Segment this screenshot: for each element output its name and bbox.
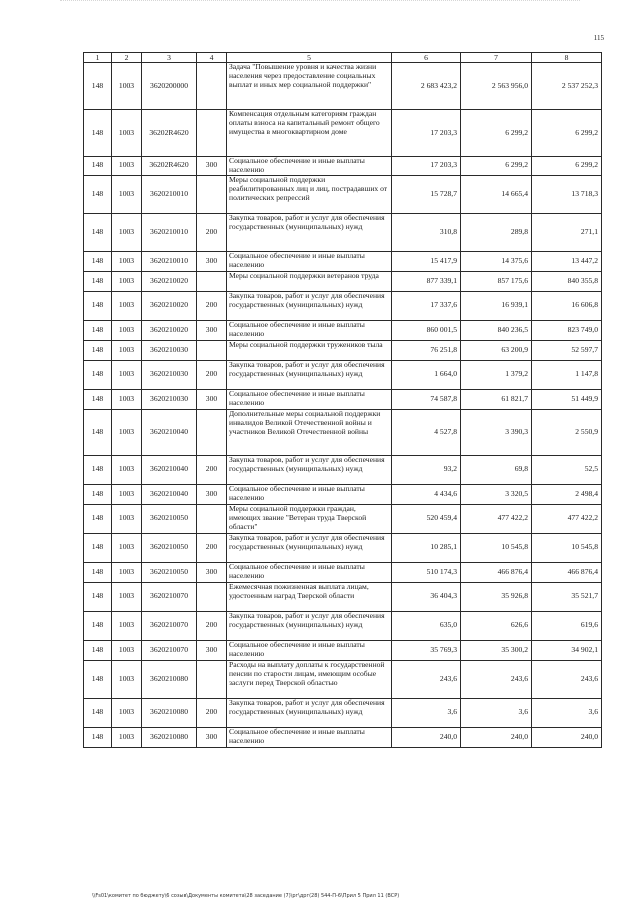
table-row (84, 582, 602, 611)
cell-expense-type: 300 (197, 389, 227, 409)
cell-amount-1: 520 459,4 (392, 504, 461, 533)
cell-name: Задача "Повышение уровня и качества жизни населения через предоставление социальных выплат и иных мер социальной поддержки" (227, 63, 392, 110)
cell-amount-1: 76 251,8 (392, 340, 461, 360)
table-row (84, 698, 602, 727)
cell-name: Меры социальной поддержки граждан, имеющих звание "Ветеран труда Тверской области" (227, 504, 392, 533)
footer-file-path: \\Fs01\комитет по бюджету\6 созыв\Документы комитета\28 заседание (7)\рг\дрг(28) 544-П-6\Прил 5 Прил 11 (ВСР) (92, 893, 400, 899)
cell-target-article: 3620210080 (142, 660, 197, 698)
cell-amount-1: 10 285,1 (392, 533, 461, 562)
cell-amount-2: 14 665,4 (461, 175, 532, 213)
header-col-6: 6 (392, 53, 461, 63)
cell-amount-3: 466 876,4 (532, 562, 602, 582)
cell-amount-3: 34 902,1 (532, 640, 602, 660)
cell-amount-2: 857 175,6 (461, 271, 532, 291)
cell-expense-type (197, 340, 227, 360)
cell-amount-1: 310,8 (392, 213, 461, 251)
cell-amount-1: 15 728,7 (392, 175, 461, 213)
header-col-4: 4 (197, 53, 227, 63)
budget-table (83, 52, 602, 748)
table-row (84, 533, 602, 562)
cell-name: Меры социальной поддержки реабилитированных лиц и лиц, пострадавших от политических репрессий (227, 175, 392, 213)
cell-amount-3: 619,6 (532, 611, 602, 640)
cell-ved: 148 (84, 582, 112, 611)
cell-amount-3: 6 299,2 (532, 110, 602, 157)
cell-amount-3: 823 749,0 (532, 320, 602, 340)
table-row (84, 63, 602, 110)
cell-razdel: 1003 (112, 175, 142, 213)
table-row (84, 727, 602, 747)
cell-amount-1: 15 417,9 (392, 251, 461, 271)
cell-name: Социальное обеспечение и иные выплаты населению (227, 157, 392, 176)
cell-razdel: 1003 (112, 389, 142, 409)
cell-name: Социальное обеспечение и иные выплаты населению (227, 389, 392, 409)
cell-expense-type (197, 504, 227, 533)
cell-expense-type: 200 (197, 698, 227, 727)
cell-amount-2: 626,6 (461, 611, 532, 640)
cell-amount-1: 635,0 (392, 611, 461, 640)
table-row (84, 640, 602, 660)
cell-ved: 148 (84, 110, 112, 157)
cell-ved: 148 (84, 455, 112, 484)
cell-name: Социальное обеспечение и иные выплаты населению (227, 251, 392, 271)
cell-razdel: 1003 (112, 640, 142, 660)
cell-expense-type (197, 271, 227, 291)
cell-razdel: 1003 (112, 660, 142, 698)
table-row (84, 320, 602, 340)
cell-expense-type: 300 (197, 251, 227, 271)
cell-amount-2: 6 299,2 (461, 157, 532, 176)
cell-expense-type: 200 (197, 213, 227, 251)
cell-name: Расходы на выплату доплаты к государственной пенсии по старости лицам, имеющим особые заслуги перед Тверской областью (227, 660, 392, 698)
cell-amount-2: 3,6 (461, 698, 532, 727)
cell-ved: 148 (84, 213, 112, 251)
cell-name: Компенсация отдельным категориям граждан оплаты взноса на капитальный ремонт общего имущества в многоквартирном доме (227, 110, 392, 157)
cell-amount-1: 3,6 (392, 698, 461, 727)
cell-target-article: 3620210010 (142, 213, 197, 251)
cell-ved: 148 (84, 533, 112, 562)
cell-amount-2: 14 375,6 (461, 251, 532, 271)
cell-target-article: 3620210030 (142, 389, 197, 409)
header-col-5: 5 (227, 53, 392, 63)
cell-amount-3: 13 718,3 (532, 175, 602, 213)
cell-name: Закупка товаров, работ и услуг для обеспечения государственных (муниципальных) нужд (227, 611, 392, 640)
cell-name: Закупка товаров, работ и услуг для обеспечения государственных (муниципальных) нужд (227, 533, 392, 562)
cell-name: Социальное обеспечение и иные выплаты населению (227, 562, 392, 582)
cell-target-article: 3620210080 (142, 698, 197, 727)
cell-amount-3: 243,6 (532, 660, 602, 698)
cell-expense-type: 200 (197, 455, 227, 484)
table-row (84, 271, 602, 291)
cell-amount-1: 17 203,3 (392, 157, 461, 176)
cell-target-article: 3620200000 (142, 63, 197, 110)
cell-target-article: 3620210070 (142, 611, 197, 640)
cell-amount-3: 52,5 (532, 455, 602, 484)
cell-target-article: 3620210040 (142, 409, 197, 455)
cell-amount-2: 289,8 (461, 213, 532, 251)
cell-amount-1: 243,6 (392, 660, 461, 698)
cell-expense-type (197, 110, 227, 157)
cell-razdel: 1003 (112, 533, 142, 562)
cell-name: Социальное обеспечение и иные выплаты населению (227, 727, 392, 747)
cell-target-article: 3620210040 (142, 455, 197, 484)
cell-ved: 148 (84, 611, 112, 640)
cell-amount-3: 1 147,8 (532, 360, 602, 389)
cell-target-article: 3620210050 (142, 533, 197, 562)
cell-target-article: 3620210080 (142, 727, 197, 747)
cell-amount-2: 35 300,2 (461, 640, 532, 660)
cell-razdel: 1003 (112, 291, 142, 320)
cell-amount-1: 17 337,6 (392, 291, 461, 320)
cell-ved: 148 (84, 175, 112, 213)
cell-amount-3: 840 355,8 (532, 271, 602, 291)
cell-amount-1: 35 769,3 (392, 640, 461, 660)
cell-amount-3: 16 606,8 (532, 291, 602, 320)
cell-razdel: 1003 (112, 360, 142, 389)
cell-amount-1: 36 404,3 (392, 582, 461, 611)
cell-expense-type (197, 409, 227, 455)
cell-target-article: 3620210020 (142, 291, 197, 320)
cell-amount-1: 4 527,8 (392, 409, 461, 455)
cell-ved: 148 (84, 389, 112, 409)
cell-ved: 148 (84, 251, 112, 271)
cell-amount-2: 16 939,1 (461, 291, 532, 320)
table-row (84, 504, 602, 533)
cell-razdel: 1003 (112, 320, 142, 340)
cell-name: Закупка товаров, работ и услуг для обеспечения государственных (муниципальных) нужд (227, 698, 392, 727)
header-col-1: 1 (84, 53, 112, 63)
cell-target-article: 36202R4620 (142, 110, 197, 157)
cell-ved: 148 (84, 698, 112, 727)
cell-expense-type: 300 (197, 157, 227, 176)
cell-target-article: 3620210040 (142, 484, 197, 504)
cell-expense-type: 300 (197, 562, 227, 582)
cell-expense-type: 200 (197, 611, 227, 640)
table-row (84, 213, 602, 251)
cell-amount-2: 3 320,5 (461, 484, 532, 504)
cell-amount-3: 3,6 (532, 698, 602, 727)
cell-amount-1: 510 174,3 (392, 562, 461, 582)
cell-name: Социальное обеспечение и иные выплаты населению (227, 320, 392, 340)
table-row (84, 455, 602, 484)
header-row (84, 53, 602, 63)
cell-ved: 148 (84, 660, 112, 698)
cell-amount-3: 2 550,9 (532, 409, 602, 455)
cell-amount-1: 93,2 (392, 455, 461, 484)
table-row (84, 409, 602, 455)
cell-name: Дополнительные меры социальной поддержки инвалидов Великой Отечественной войны и участников Великой Отечественной войны (227, 409, 392, 455)
cell-ved: 148 (84, 340, 112, 360)
cell-amount-3: 477 422,2 (532, 504, 602, 533)
cell-amount-1: 4 434,6 (392, 484, 461, 504)
cell-expense-type (197, 660, 227, 698)
cell-razdel: 1003 (112, 409, 142, 455)
cell-amount-2: 63 200,9 (461, 340, 532, 360)
cell-amount-2: 477 422,2 (461, 504, 532, 533)
cell-target-article: 3620210010 (142, 175, 197, 213)
table-row (84, 660, 602, 698)
cell-amount-3: 271,1 (532, 213, 602, 251)
cell-razdel: 1003 (112, 727, 142, 747)
cell-amount-2: 243,6 (461, 660, 532, 698)
table-row (84, 340, 602, 360)
cell-amount-1: 860 001,5 (392, 320, 461, 340)
cell-razdel: 1003 (112, 611, 142, 640)
cell-razdel: 1003 (112, 698, 142, 727)
cell-expense-type: 300 (197, 484, 227, 504)
cell-expense-type: 200 (197, 360, 227, 389)
cell-ved: 148 (84, 504, 112, 533)
cell-ved: 148 (84, 727, 112, 747)
cell-razdel: 1003 (112, 484, 142, 504)
page-number: 115 (593, 34, 604, 42)
cell-name: Социальное обеспечение и иные выплаты населению (227, 640, 392, 660)
cell-ved: 148 (84, 63, 112, 110)
cell-expense-type: 300 (197, 640, 227, 660)
cell-ved: 148 (84, 640, 112, 660)
cell-ved: 148 (84, 484, 112, 504)
cell-amount-1: 877 339,1 (392, 271, 461, 291)
cell-razdel: 1003 (112, 213, 142, 251)
cell-amount-3: 35 521,7 (532, 582, 602, 611)
cell-expense-type: 200 (197, 291, 227, 320)
cell-amount-3: 6 299,2 (532, 157, 602, 176)
cell-razdel: 1003 (112, 110, 142, 157)
cell-amount-3: 2 498,4 (532, 484, 602, 504)
scan-artifact (60, 0, 580, 5)
cell-name: Меры социальной поддержки тружеников тыла (227, 340, 392, 360)
cell-ved: 148 (84, 562, 112, 582)
cell-name: Социальное обеспечение и иные выплаты населению (227, 484, 392, 504)
cell-name: Закупка товаров, работ и услуг для обеспечения государственных (муниципальных) нужд (227, 291, 392, 320)
cell-amount-3: 13 447,2 (532, 251, 602, 271)
cell-amount-2: 2 563 956,0 (461, 63, 532, 110)
cell-name: Закупка товаров, работ и услуг для обеспечения государственных (муниципальных) нужд (227, 455, 392, 484)
cell-target-article: 3620210030 (142, 340, 197, 360)
table-body (84, 63, 602, 748)
cell-target-article: 3620210050 (142, 504, 197, 533)
header-col-2: 2 (112, 53, 142, 63)
cell-razdel: 1003 (112, 455, 142, 484)
cell-amount-2: 6 299,2 (461, 110, 532, 157)
cell-razdel: 1003 (112, 340, 142, 360)
cell-ved: 148 (84, 271, 112, 291)
cell-amount-3: 52 597,7 (532, 340, 602, 360)
table-row (84, 251, 602, 271)
cell-ved: 148 (84, 320, 112, 340)
table-row (84, 389, 602, 409)
cell-amount-2: 3 390,3 (461, 409, 532, 455)
header-col-7: 7 (461, 53, 532, 63)
cell-target-article: 36202R4620 (142, 157, 197, 176)
cell-expense-type: 200 (197, 533, 227, 562)
cell-target-article: 3620210030 (142, 360, 197, 389)
cell-amount-1: 1 664,0 (392, 360, 461, 389)
cell-amount-2: 1 379,2 (461, 360, 532, 389)
cell-target-article: 3620210020 (142, 320, 197, 340)
table-row (84, 110, 602, 157)
table-row (84, 562, 602, 582)
header-col-3: 3 (142, 53, 197, 63)
cell-razdel: 1003 (112, 271, 142, 291)
cell-expense-type (197, 63, 227, 110)
cell-amount-3: 2 537 252,3 (532, 63, 602, 110)
cell-razdel: 1003 (112, 504, 142, 533)
cell-razdel: 1003 (112, 63, 142, 110)
cell-expense-type: 300 (197, 320, 227, 340)
cell-amount-2: 61 821,7 (461, 389, 532, 409)
cell-amount-2: 35 926,8 (461, 582, 532, 611)
cell-ved: 148 (84, 360, 112, 389)
table-row (84, 611, 602, 640)
cell-expense-type: 300 (197, 727, 227, 747)
table-row (84, 360, 602, 389)
cell-amount-1: 74 587,8 (392, 389, 461, 409)
cell-ved: 148 (84, 157, 112, 176)
cell-ved: 148 (84, 291, 112, 320)
cell-amount-2: 466 876,4 (461, 562, 532, 582)
cell-razdel: 1003 (112, 562, 142, 582)
cell-amount-1: 17 203,3 (392, 110, 461, 157)
cell-razdel: 1003 (112, 582, 142, 611)
cell-name: Закупка товаров, работ и услуг для обеспечения государственных (муниципальных) нужд (227, 213, 392, 251)
cell-name: Ежемесячная пожизненная выплата лицам, удостоенным наград Тверской области (227, 582, 392, 611)
cell-amount-1: 2 683 423,2 (392, 63, 461, 110)
cell-razdel: 1003 (112, 157, 142, 176)
cell-amount-2: 69,8 (461, 455, 532, 484)
cell-target-article: 3620210070 (142, 582, 197, 611)
table-row (84, 484, 602, 504)
cell-ved: 148 (84, 409, 112, 455)
cell-amount-2: 240,0 (461, 727, 532, 747)
cell-amount-1: 240,0 (392, 727, 461, 747)
table-row (84, 157, 602, 176)
cell-razdel: 1003 (112, 251, 142, 271)
cell-target-article: 3620210070 (142, 640, 197, 660)
table-row (84, 175, 602, 213)
cell-amount-3: 51 449,9 (532, 389, 602, 409)
cell-amount-3: 10 545,8 (532, 533, 602, 562)
table-row (84, 291, 602, 320)
header-col-8: 8 (532, 53, 602, 63)
cell-name: Закупка товаров, работ и услуг для обеспечения государственных (муниципальных) нужд (227, 360, 392, 389)
cell-target-article: 3620210050 (142, 562, 197, 582)
cell-name: Меры социальной поддержки ветеранов труда (227, 271, 392, 291)
cell-amount-2: 10 545,8 (461, 533, 532, 562)
cell-expense-type (197, 582, 227, 611)
cell-target-article: 3620210020 (142, 271, 197, 291)
cell-expense-type (197, 175, 227, 213)
cell-amount-2: 840 236,5 (461, 320, 532, 340)
cell-target-article: 3620210010 (142, 251, 197, 271)
cell-amount-3: 240,0 (532, 727, 602, 747)
